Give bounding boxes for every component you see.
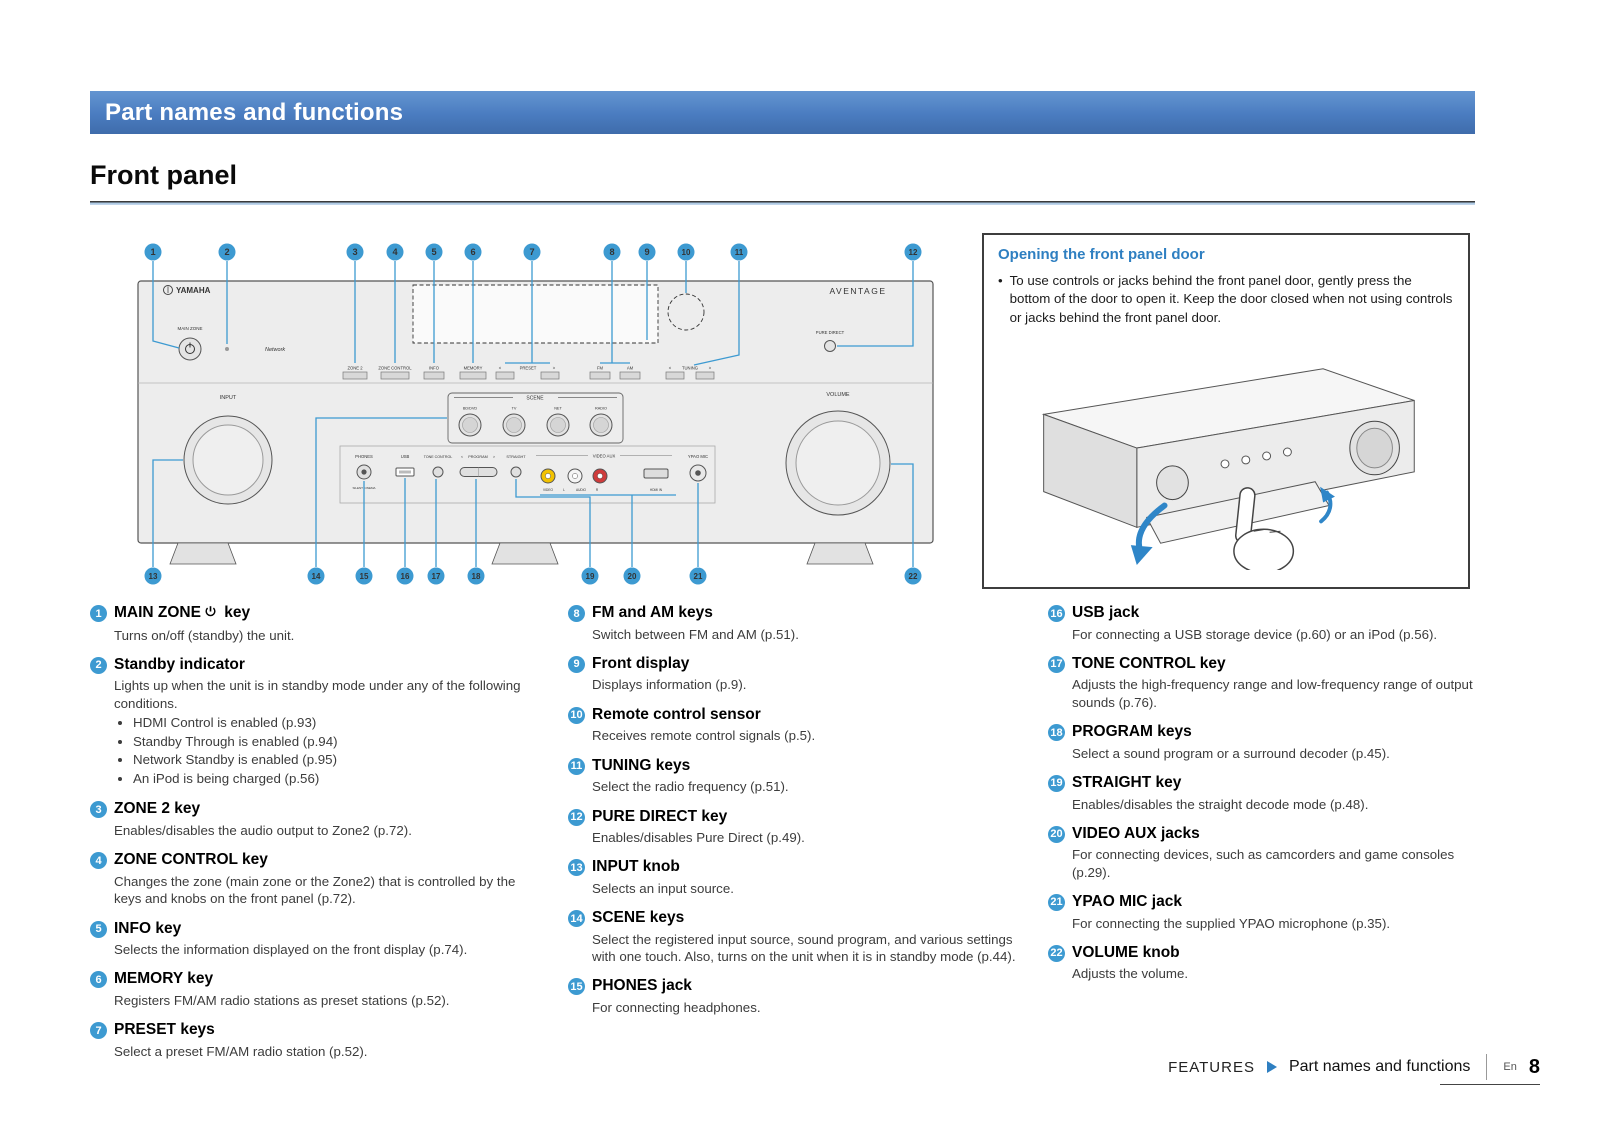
front-panel-diagram	[88, 233, 938, 595]
item-number-badge: 18	[1048, 724, 1065, 741]
bullet-dot: •	[998, 273, 1003, 288]
function-item-20	[1048, 825, 1480, 881]
item-number-badge: 16	[1048, 605, 1065, 622]
callout-number: 9	[644, 247, 650, 258]
item-title: INFO key	[114, 919, 182, 937]
aventage-logo: AVENTAGE	[829, 286, 887, 296]
function-item-18	[1048, 723, 1480, 762]
item-title: FM and AM keys	[592, 604, 713, 621]
item-number-badge: 5	[90, 921, 107, 938]
function-item-4	[90, 851, 538, 907]
illus-input-knob	[1157, 466, 1189, 500]
svg-text:RADIO: RADIO	[594, 406, 608, 411]
callout-number: 10	[681, 248, 691, 258]
function-item-6	[90, 970, 538, 1009]
am-button: AM	[626, 365, 634, 371]
function-item-10	[568, 706, 1016, 745]
item-title: MAIN ZONE key	[114, 604, 250, 624]
item-description: Adjusts the high-frequency range and low-frequency range of output sounds (p.76).	[1072, 677, 1473, 710]
item-description: Select a preset FM/AM radio station (p.52).	[114, 1043, 368, 1059]
footer-language: En	[1503, 1061, 1517, 1073]
callout-number: 20	[627, 572, 637, 582]
item-description: For connecting devices, such as camcorders and game consoles (p.29).	[1072, 847, 1455, 880]
item-description: Registers FM/AM radio stations as preset stations (p.52).	[114, 992, 450, 1008]
item-title: SCENE keys	[592, 909, 685, 927]
function-item-8	[568, 604, 1016, 643]
svg-text:AUDIO: AUDIO	[575, 488, 587, 492]
item-number-badge: 9	[568, 656, 585, 673]
item-number-badge: 21	[1048, 894, 1065, 911]
item-description: Changes the zone (main zone or the Zone2) that is controlled by the keys and knobs on the front panel (p.72).	[114, 873, 516, 907]
footer-features-label: FEATURES	[1168, 1058, 1255, 1076]
footer-breadcrumb: Part names and functions	[1288, 1058, 1471, 1075]
item-number-badge: 17	[1048, 656, 1065, 673]
bullet-item: • An iPod is being charged (p.56)	[133, 770, 538, 789]
callout-number: 17	[431, 572, 441, 582]
item-description: Receives remote control signals (p.5).	[592, 728, 816, 744]
function-item-1	[90, 604, 538, 644]
item-number-badge: 14	[568, 910, 585, 927]
svg-text:YAMAHA: YAMAHA	[176, 286, 211, 295]
item-title: ZONE CONTROL key	[114, 851, 268, 869]
description-column-2	[568, 604, 1016, 1028]
item-title: INPUT knob	[592, 858, 680, 876]
svg-text:TV: TV	[511, 406, 517, 411]
svg-text:SCENE: SCENE	[526, 395, 544, 402]
item-description: Switch between FM and AM (p.51).	[592, 626, 799, 642]
item-title: PHONES jack	[592, 977, 692, 995]
info-button: INFO	[428, 365, 440, 371]
straight-button: STRAIGHT	[506, 455, 526, 459]
bullet-item: • Standby Through is enabled (p.94)	[133, 733, 538, 752]
item-number-badge: 20	[1048, 826, 1065, 843]
zone2-button: ZONE 2	[347, 365, 363, 371]
footer	[1168, 1050, 1540, 1084]
item-number-badge: 7	[90, 1022, 107, 1039]
header-banner	[90, 91, 1475, 134]
item-title: VOLUME knob	[1072, 943, 1180, 961]
item-title: TUNING keys	[592, 756, 691, 774]
item-number-badge: 15	[568, 978, 585, 995]
item-description: Enables/disables Pure Direct (p.49).	[592, 830, 805, 846]
svg-text:NET: NET	[554, 406, 562, 411]
svg-text:BD/DVD: BD/DVD	[462, 406, 478, 411]
item-title: STRAIGHT key	[1072, 773, 1182, 791]
function-item-13	[568, 858, 1016, 897]
foot	[807, 543, 873, 564]
function-item-22	[1048, 944, 1480, 983]
svg-text:>: >	[552, 365, 556, 371]
description-column-3	[1048, 604, 1480, 995]
callout-number: 1	[150, 247, 156, 258]
svg-text:>: >	[492, 455, 496, 459]
item-description: Select the registered input source, sound program, and various settings with one touch. Also, turns on the unit when it is in standby mode (p.44).	[592, 931, 1016, 965]
item-description: For connecting headphones.	[592, 1000, 761, 1015]
foot	[170, 543, 236, 564]
door-info-box	[982, 233, 1470, 589]
callout-number: 21	[693, 572, 703, 582]
function-item-2	[90, 656, 538, 789]
footer-divider	[1486, 1054, 1487, 1080]
callout-number: 22	[908, 572, 918, 582]
function-item-21	[1048, 893, 1480, 932]
function-item-9	[568, 655, 1016, 694]
svg-text:<: <	[460, 455, 464, 459]
item-title: MEMORY key	[114, 970, 214, 988]
item-number-badge: 22	[1048, 945, 1065, 962]
callout-number: 12	[908, 248, 918, 258]
item-title: USB jack	[1072, 604, 1140, 621]
svg-text:<: <	[668, 365, 672, 371]
preset-buttons: PRESET	[519, 365, 537, 371]
function-item-3	[90, 800, 538, 839]
fm-button: FM	[596, 365, 604, 371]
tuning-buttons: TUNING	[681, 365, 699, 371]
callout-number: 8	[609, 247, 615, 258]
section-title: Front panel	[90, 160, 237, 190]
callout-number: 18	[471, 572, 481, 582]
callout-number: 5	[431, 247, 437, 258]
function-item-12	[568, 808, 1016, 847]
description-column-1	[90, 604, 538, 1072]
item-description: Enables/disables the audio output to Zone2 (p.72).	[114, 823, 412, 839]
callout-number: 16	[400, 572, 410, 582]
standby-indicator	[225, 347, 229, 351]
page-title: Part names and functions	[105, 98, 404, 126]
svg-text:>: >	[708, 365, 712, 371]
item-number-badge: 19	[1048, 775, 1065, 792]
network-logo: Network	[265, 347, 286, 353]
function-item-19	[1048, 774, 1480, 813]
door-info-text: • To use controls or jacks behind the front panel door, gently press the bottom of the door to open it. Keep the door closed when not using controls or jacks behind the front panel door.	[998, 272, 1454, 327]
item-description: Select a sound program or a surround decoder (p.45).	[1072, 745, 1390, 761]
breadcrumb-arrow-icon	[1267, 1061, 1277, 1073]
svg-text:VIDEO: VIDEO	[543, 488, 553, 492]
svg-text:INPUT: INPUT	[219, 395, 237, 401]
item-number-badge: 13	[568, 859, 585, 876]
bullet-item: • HDMI Control is enabled (p.93)	[133, 714, 538, 733]
item-description: Lights up when the unit is in standby mode under any of the following conditions.	[114, 678, 521, 711]
callout-number: 2	[224, 247, 230, 258]
item-description: For connecting a USB storage device (p.60) or an iPod (p.56).	[1072, 626, 1438, 642]
svg-text:MAIN ZONE: MAIN ZONE	[177, 326, 203, 331]
door-illustration	[1006, 337, 1454, 575]
video-aux-jacks: VIDEO AUX	[592, 453, 616, 459]
item-number-badge: 12	[568, 809, 585, 826]
page-number: 8	[1528, 1055, 1540, 1078]
item-description: Selects an input source.	[592, 880, 734, 896]
item-description: For connecting the supplied YPAO microphone (p.35).	[1072, 915, 1391, 931]
function-item-16	[1048, 604, 1480, 643]
svg-text:VOLUME: VOLUME	[826, 392, 850, 398]
usb-jack: USB	[400, 454, 410, 459]
item-title: PROGRAM keys	[1072, 723, 1192, 741]
item-description: Selects the information displayed on the front display (p.74).	[114, 942, 468, 958]
phones-jack: PHONES	[355, 454, 373, 459]
callout-number: 13	[148, 572, 158, 582]
footer-rule	[1440, 1084, 1540, 1085]
zone-control-button: ZONE CONTROL	[378, 365, 412, 371]
ypao-mic-jack: YPAO MIC	[687, 454, 709, 459]
item-title: TONE CONTROL key	[1072, 654, 1226, 672]
callout-number: 11	[734, 248, 744, 258]
item-description: Turns on/off (standby) the unit.	[114, 627, 295, 643]
item-number-badge: 3	[90, 801, 107, 818]
function-item-7	[90, 1021, 538, 1060]
item-number-badge: 8	[568, 605, 585, 622]
item-description: Adjusts the volume.	[1072, 966, 1189, 982]
function-item-11	[568, 757, 1016, 796]
callout-number: 7	[529, 247, 535, 258]
callouts-top	[145, 244, 922, 261]
bullet-item: • Network Standby is enabled (p.95)	[133, 751, 538, 770]
svg-text:L: L	[563, 488, 565, 492]
svg-text:R: R	[595, 488, 599, 492]
item-number-badge: 1	[90, 605, 107, 622]
power-icon	[204, 605, 217, 624]
svg-text:<: <	[498, 365, 502, 371]
item-title: PURE DIRECT key	[592, 807, 728, 825]
item-title: VIDEO AUX jacks	[1072, 824, 1200, 842]
program-buttons: PROGRAM	[468, 455, 488, 459]
tone-control-button: TONE CONTROL	[423, 455, 453, 459]
hdmi-in-jack	[644, 469, 668, 478]
svg-text:PURE DIRECT: PURE DIRECT	[815, 330, 845, 335]
callout-number: 14	[311, 572, 321, 582]
item-description: Select the radio frequency (p.51).	[592, 779, 789, 795]
item-number-badge: 4	[90, 852, 107, 869]
callout-number: 6	[470, 247, 476, 258]
item-number-badge: 2	[90, 657, 107, 674]
function-item-17	[1048, 655, 1480, 711]
door-info-title: Opening the front panel door	[998, 246, 1205, 263]
item-title: ZONE 2 key	[114, 800, 201, 818]
function-item-15	[568, 977, 1016, 1016]
item-title: Front display	[592, 654, 690, 672]
item-number-badge: 11	[568, 758, 585, 775]
item-title: Standby indicator	[114, 655, 245, 673]
callouts-bottom	[145, 568, 922, 585]
callout-number: 4	[392, 247, 398, 258]
memory-button: MEMORY	[463, 365, 483, 371]
item-description: Displays information (p.9).	[592, 677, 747, 693]
function-item-14	[568, 909, 1016, 965]
item-description: Enables/disables the straight decode mode (p.48).	[1072, 796, 1369, 812]
item-number-badge: 10	[568, 707, 585, 724]
item-number-badge: 6	[90, 971, 107, 988]
function-item-5	[90, 920, 538, 959]
item-title: Remote control sensor	[592, 705, 761, 723]
item-title: YPAO MIC jack	[1072, 892, 1182, 910]
callout-number: 15	[359, 572, 369, 582]
foot	[492, 543, 558, 564]
callout-number: 3	[352, 247, 358, 258]
item-title: PRESET keys	[114, 1021, 215, 1039]
section-rule	[90, 201, 1475, 205]
callout-number: 19	[585, 572, 595, 582]
item-bullet-list	[118, 714, 538, 788]
front-display	[413, 285, 658, 343]
svg-text:HDMI IN: HDMI IN	[649, 488, 663, 492]
svg-text:SILENT CINEMA: SILENT CINEMA	[352, 486, 376, 490]
